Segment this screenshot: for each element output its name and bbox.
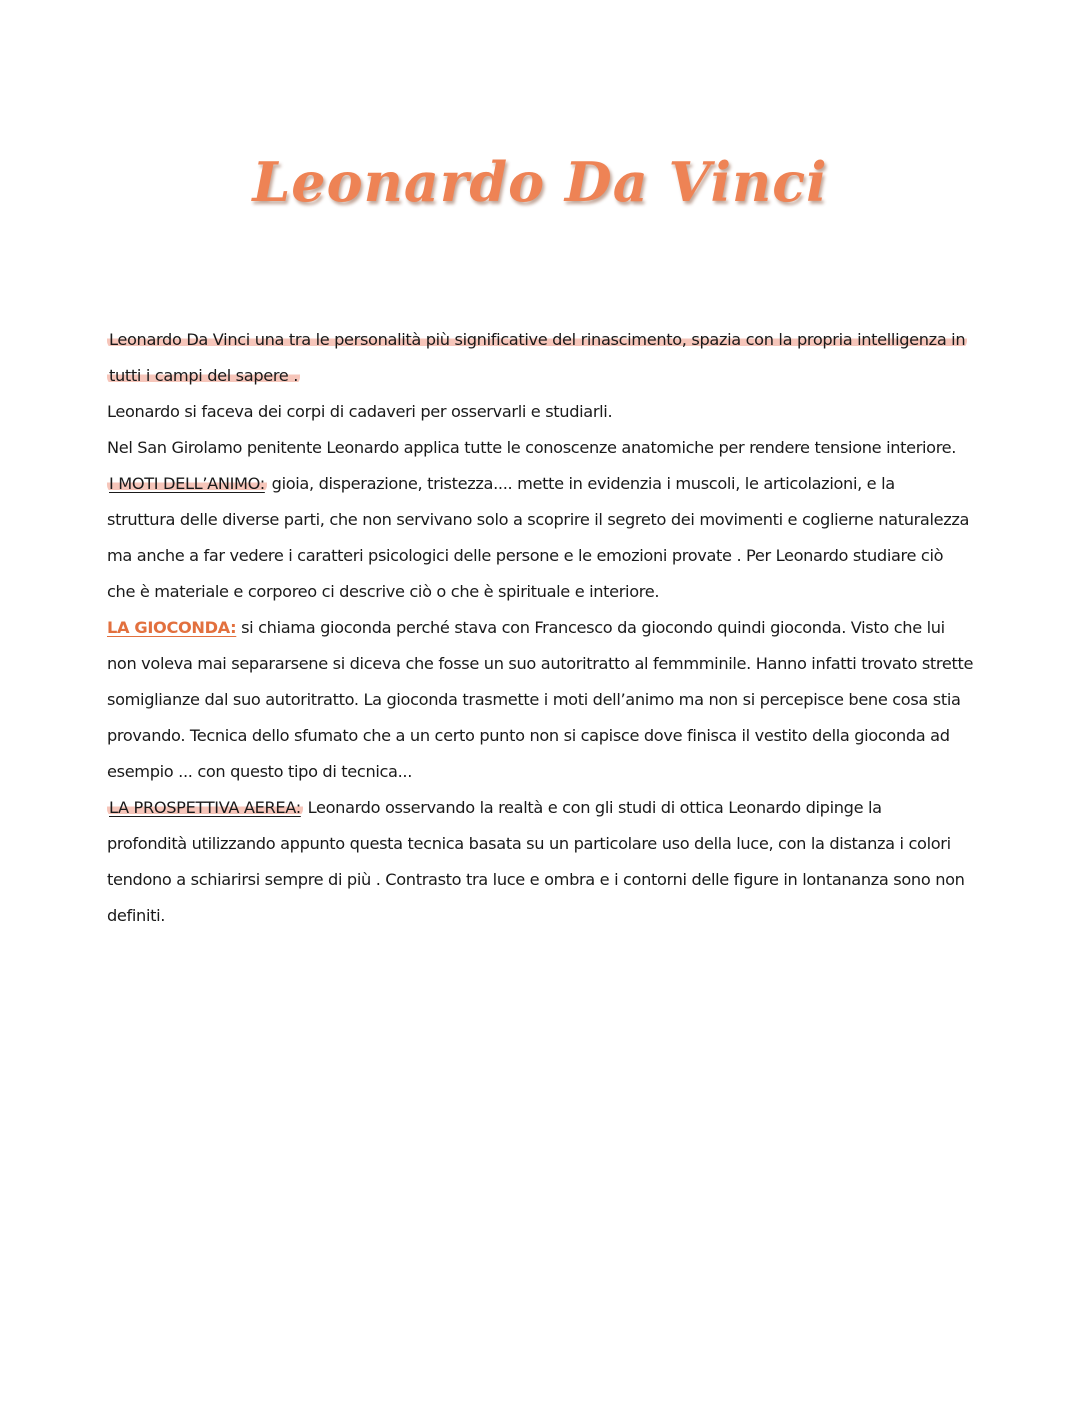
text-line: [107, 466, 987, 502]
text-line: Nel San Girolamo penitente Leonardo applica tutte le conoscenze anatomiche per rendere tensione interiore.: [107, 438, 957, 457]
text-line: esempio ... con questo tipo di tecnica...: [107, 762, 413, 781]
section-text: si chiama gioconda perché stava con Francesco da giocondo quindi gioconda. Visto che lui: [236, 618, 945, 637]
text-line: [107, 322, 987, 358]
section-text: gioia, disperazione, tristezza.... mette in evidenzia i muscoli, le articolazioni, e la: [266, 474, 895, 493]
text-line: ma anche a far vedere i caratteri psicologici delle persone e le emozioni provate . Per Leonardo studiare ciò: [107, 546, 944, 565]
text-line: definiti.: [107, 906, 166, 925]
text-line: provando. Tecnica dello sfumato che a un certo punto non si capisce dove finisca il vestito della gioconda ad: [107, 726, 950, 745]
section-text: Leonardo osservando la realtà e con gli studi di ottica Leonardo dipinge la: [302, 798, 882, 817]
text-line: tendono a schiarirsi sempre di più . Contrasto tra luce e ombra e i contorni delle figure in lontananza sono non: [107, 870, 965, 889]
text-line: [107, 358, 987, 394]
highlighted-text: Leonardo Da Vinci una tra le personalità più significative del rinascimento, spazia con la propria intelligenza in: [109, 330, 966, 349]
section-heading-gioconda: LA GIOCONDA:: [107, 618, 237, 637]
text-line: Leonardo si faceva dei corpi di cadaveri per osservarli e studiarli.: [107, 402, 613, 421]
section-heading-moti: I MOTI DELL’ANIMO:: [109, 474, 265, 493]
text-line: che è materiale e corporeo ci descrive ciò o che è spirituale e interiore.: [107, 582, 660, 601]
page-title: Leonardo Da Vinci: [252, 150, 828, 214]
text-line: struttura delle diverse parti, che non servivano solo a scoprire il segreto dei movimenti e coglierne naturalezza: [107, 510, 970, 529]
text-line: profondità utilizzando appunto questa tecnica basata su un particolare uso della luce, con la distanza i colori: [107, 834, 951, 853]
highlighted-text: tutti i campi del sapere .: [109, 366, 299, 385]
text-line: [107, 610, 987, 646]
text-line: somiglianze dal suo autoritratto. La gioconda trasmette i moti dell’animo ma non si percepisce bene cosa stia: [107, 690, 961, 709]
text-line: [107, 790, 987, 826]
section-heading-prospettiva: LA PROSPETTIVA AEREA:: [109, 798, 301, 817]
document-body: [107, 322, 987, 934]
text-line: non voleva mai separarsene si diceva che fosse un suo autoritratto al femmminile. Hanno infatti trovato strette: [107, 654, 974, 673]
